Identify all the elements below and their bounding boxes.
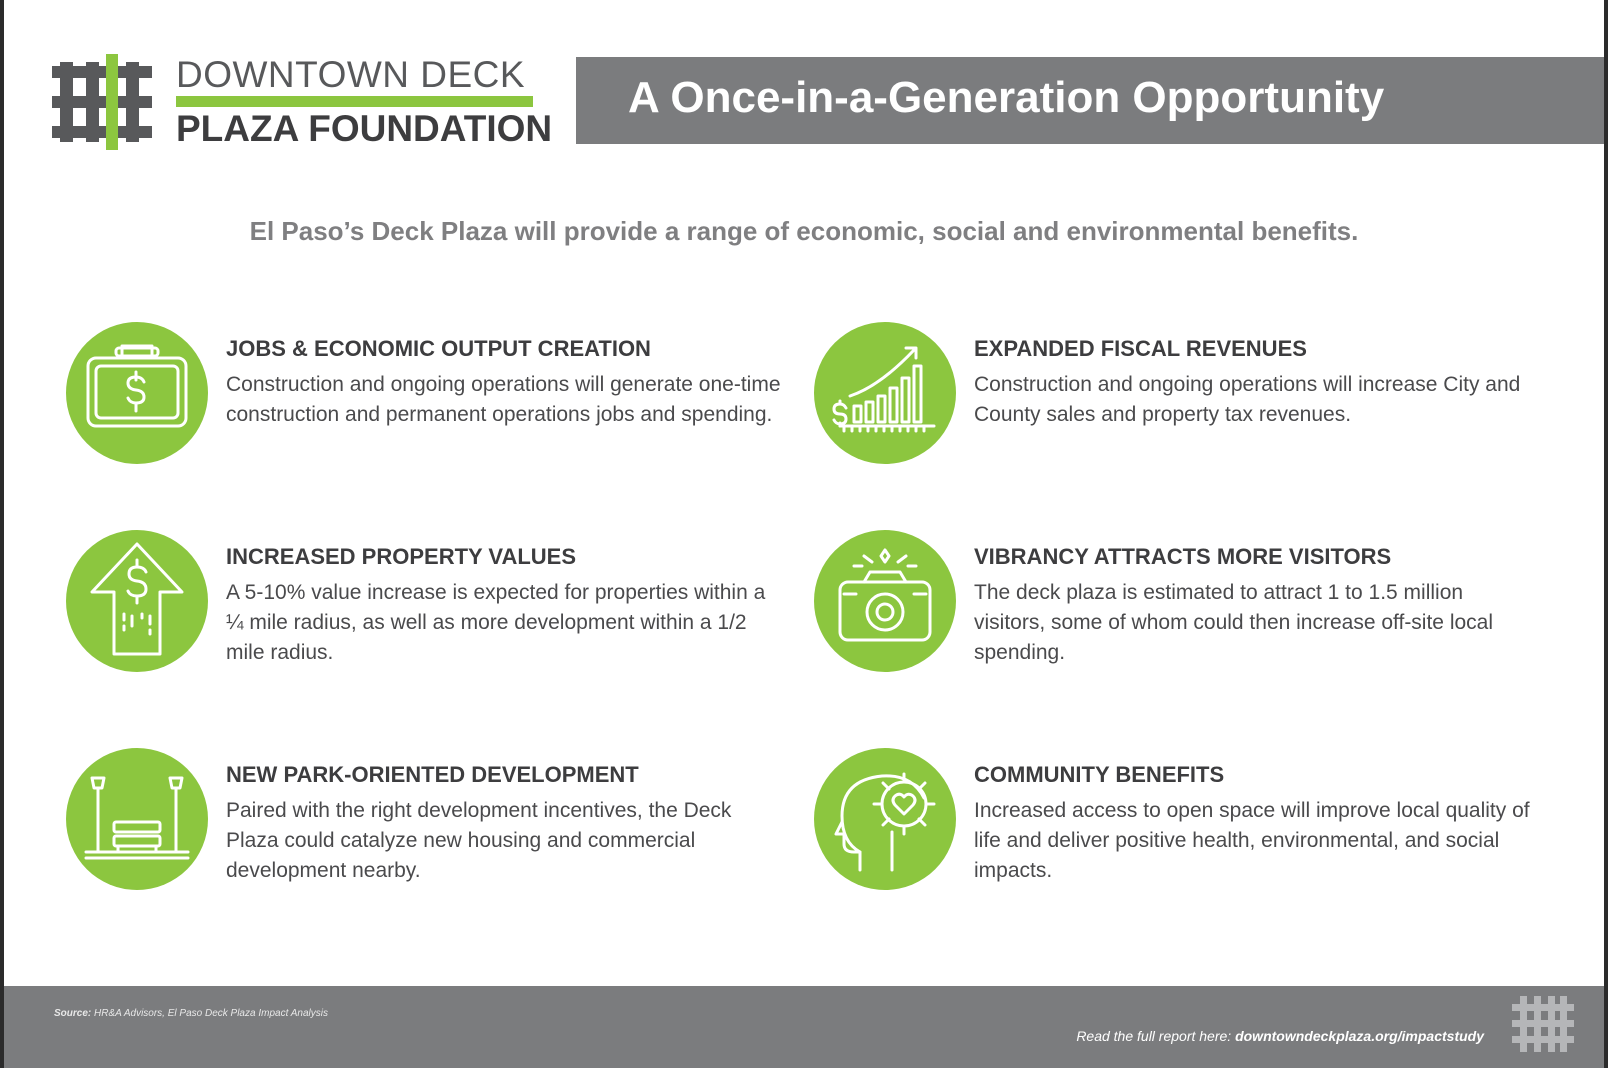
title-band <box>576 57 1604 144</box>
benefit-icon-circle <box>814 530 956 672</box>
benefit-title: INCREASED PROPERTY VALUES <box>226 544 577 569</box>
benefit-title: VIBRANCY ATTRACTS MORE VISITORS <box>974 544 1392 569</box>
hashtag-grid-mark-icon <box>1512 996 1574 1052</box>
benefit-title: COMMUNITY BENEFITS <box>974 762 1225 787</box>
page-title: A Once-in-a-Generation Opportunity <box>628 73 1385 122</box>
benefit-description: Construction and ongoing operations will increase City and County sales and property tax revenues. <box>974 373 1521 426</box>
foundation-logo[interactable] <box>52 52 553 152</box>
footer-band <box>4 986 1604 1068</box>
benefit-title: JOBS & ECONOMIC OUTPUT CREATION <box>226 336 651 361</box>
dollar-up-arrow-icon <box>66 530 208 672</box>
source-label: Source: <box>54 1008 92 1019</box>
hashtag-grid-logo-icon <box>52 52 152 152</box>
camera-icon <box>814 530 956 672</box>
head-gear-heart-icon <box>814 748 956 890</box>
logo-accent-bar <box>176 96 533 107</box>
report-link[interactable]: downtowndeckplaza.org/impactstudy <box>1235 1028 1484 1044</box>
benefit-icon-circle <box>66 748 208 890</box>
benefit-community <box>814 748 1534 898</box>
benefit-title: NEW PARK-ORIENTED DEVELOPMENT <box>226 762 639 787</box>
benefit-park-development <box>66 748 786 898</box>
rising-bar-chart-icon <box>814 322 956 464</box>
logo-text-line1: DOWNTOWN DECK <box>176 54 526 95</box>
benefit-icon-circle <box>814 322 956 464</box>
read-more-label: Read the full report here: <box>1076 1028 1232 1044</box>
benefit-description: A 5-10% value increase is expected for properties within a ¼ mile radius, as well as more development within a 1/2 mile radius. <box>226 581 766 664</box>
benefit-icon-circle <box>66 530 208 672</box>
benefit-description: The deck plaza is estimated to attract 1 to 1.5 million visitors, some of whom could then increase off-site local spending. <box>974 581 1494 664</box>
benefit-fiscal <box>814 322 1534 472</box>
page-subtitle: El Paso’s Deck Plaza will provide a range of economic, social and environmental benefits. <box>249 216 1359 246</box>
benefit-jobs <box>66 322 786 472</box>
benefit-visitors <box>814 530 1534 680</box>
park-bench-lamps-icon <box>66 748 208 890</box>
logo-text-line2: PLAZA FOUNDATION <box>176 108 553 149</box>
benefit-description: Increased access to open space will improve local quality of life and deliver positive health, environmental, and social impacts. <box>974 799 1530 882</box>
read-more-note <box>1076 1028 1484 1044</box>
infographic-page <box>4 0 1604 1068</box>
benefit-icon-circle <box>814 748 956 890</box>
benefit-icon-circle <box>66 322 208 464</box>
benefit-description: Construction and ongoing operations will generate one-time construction and permanent operations jobs and spending. <box>226 373 781 426</box>
source-note <box>54 1008 328 1019</box>
benefit-property-values <box>66 530 786 680</box>
benefit-title: EXPANDED FISCAL REVENUES <box>974 336 1307 361</box>
benefit-description: Paired with the right development incentives, the Deck Plaza could catalyze new housing and commercial development nearby. <box>226 799 732 882</box>
source-text: HR&A Advisors, El Paso Deck Plaza Impact Analysis <box>94 1008 328 1019</box>
money-briefcase-icon <box>66 322 208 464</box>
